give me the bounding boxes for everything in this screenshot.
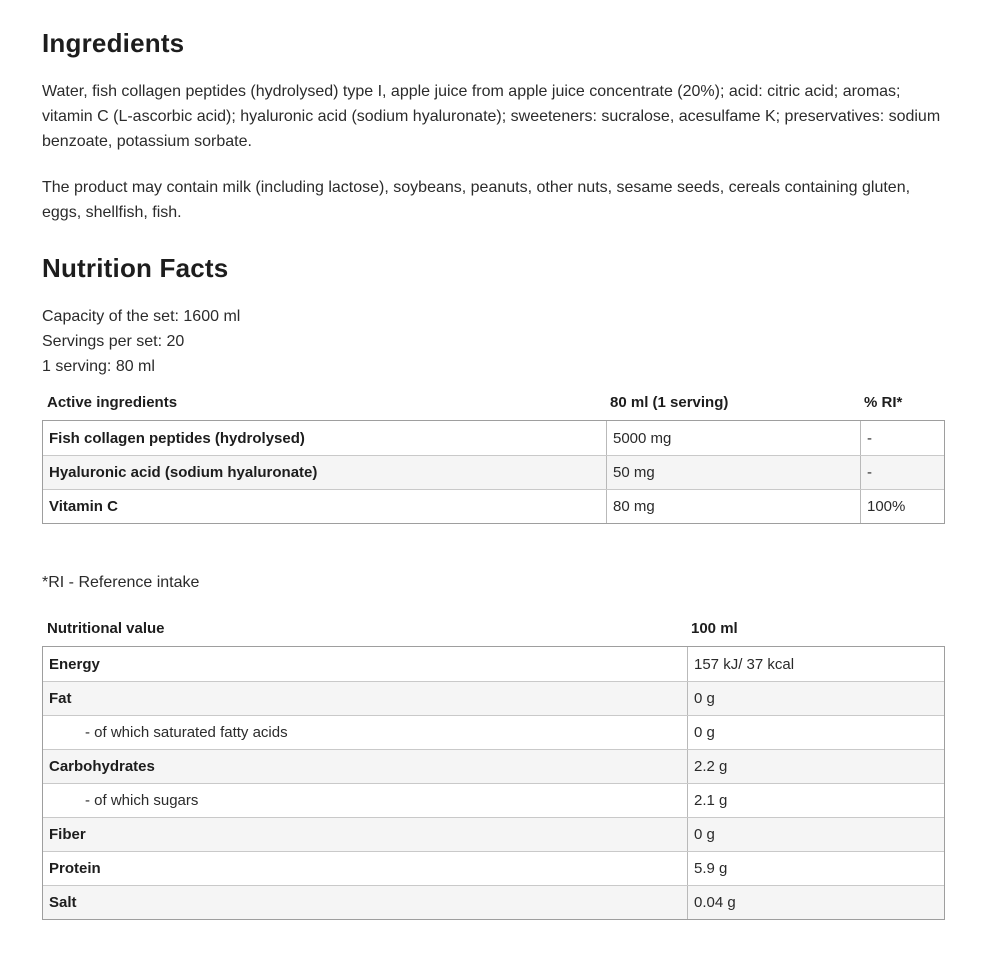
- nutrient-name-cell: Fat: [49, 690, 72, 707]
- ingredient-ri-cell: -: [860, 421, 944, 455]
- capacity-line: Capacity of the set: 1600 ml: [42, 308, 241, 325]
- nutritional-value-body: [42, 646, 945, 920]
- nutrition-facts-title: Nutrition Facts: [42, 253, 229, 283]
- reference-intake-note: *RI - Reference intake: [42, 574, 200, 591]
- serving-size-line: 1 serving: 80 ml: [42, 358, 155, 375]
- nutrient-value-cell: 2.2 g: [687, 750, 944, 783]
- allergen-notice-text: The product may contain milk (including lactose), soybeans, peanuts, other nuts, sesame seeds, cereals containing gluten, eggs, shellfish, fish.: [42, 179, 911, 221]
- table-row: [43, 817, 944, 851]
- nutrient-value-cell: 0 g: [687, 682, 944, 715]
- table-row: [43, 681, 944, 715]
- servings-per-set-line: Servings per set: 20: [42, 333, 185, 350]
- ingredient-ri-cell: -: [860, 456, 944, 489]
- header-serving-amount: 80 ml (1 serving): [610, 394, 729, 411]
- serving-info-block: [42, 304, 945, 379]
- active-ingredients-header-row: [42, 394, 945, 420]
- nutrient-name-cell: Energy: [49, 655, 100, 673]
- product-details-page: [0, 28, 991, 966]
- table-row: [43, 715, 944, 749]
- ingredient-name-cell: Fish collagen peptides (hydrolysed): [49, 429, 305, 447]
- header-ri-percent: % RI*: [864, 394, 903, 411]
- nutritional-value-header-row: [42, 620, 945, 646]
- ingredient-amount-cell: 5000 mg: [606, 421, 860, 455]
- nutrient-name-cell: Fiber: [49, 826, 86, 843]
- table-row: [43, 851, 944, 885]
- nutrient-value-cell: 5.9 g: [687, 852, 944, 885]
- nutrient-name-cell: Salt: [49, 894, 77, 911]
- table-row: [43, 647, 944, 681]
- ingredients-title: Ingredients: [42, 28, 185, 58]
- table-row: [43, 783, 944, 817]
- ingredient-name-cell: Vitamin C: [49, 498, 118, 515]
- ingredient-amount-cell: 80 mg: [606, 490, 860, 523]
- nutrient-name-cell: - of which sugars: [85, 792, 199, 809]
- table-row: [43, 489, 944, 523]
- nutrient-name-cell: - of which saturated fatty acids: [85, 724, 288, 741]
- nutritional-value-table: [42, 620, 945, 920]
- nutrient-name-cell: Protein: [49, 860, 101, 877]
- table-row: [43, 421, 944, 455]
- table-row: [43, 885, 944, 919]
- table-row: [43, 749, 944, 783]
- nutrient-value-cell: 157 kJ/ 37 kcal: [687, 647, 944, 681]
- nutrient-value-cell: 0 g: [687, 818, 944, 851]
- header-nutritional-value: Nutritional value: [47, 620, 165, 637]
- ingredient-amount-cell: 50 mg: [606, 456, 860, 489]
- nutrient-name-cell: Carbohydrates: [49, 758, 155, 775]
- header-per-100ml: 100 ml: [691, 620, 738, 637]
- active-ingredients-table: [42, 394, 945, 524]
- ingredient-name-cell: Hyaluronic acid (sodium hyaluronate): [49, 464, 318, 481]
- nutrient-value-cell: 0 g: [687, 716, 944, 749]
- nutrient-value-cell: 0.04 g: [687, 886, 944, 919]
- header-active-ingredients: Active ingredients: [47, 394, 178, 411]
- ingredients-composition-text: Water, fish collagen peptides (hydrolysed) type I, apple juice from apple juice concentrate (20%); acid: citric acid; aromas; vitamin C (L-ascorbic acid); hyaluronic acid (sodium hyaluronate); sweeteners: sucralose, acesulfame K; preservatives: sodium benzoate, potassium sorbate.: [42, 83, 941, 150]
- table-row: [43, 455, 944, 489]
- nutrient-value-cell: 2.1 g: [687, 784, 944, 817]
- active-ingredients-body: [42, 420, 945, 524]
- ingredient-ri-cell: 100%: [860, 490, 944, 523]
